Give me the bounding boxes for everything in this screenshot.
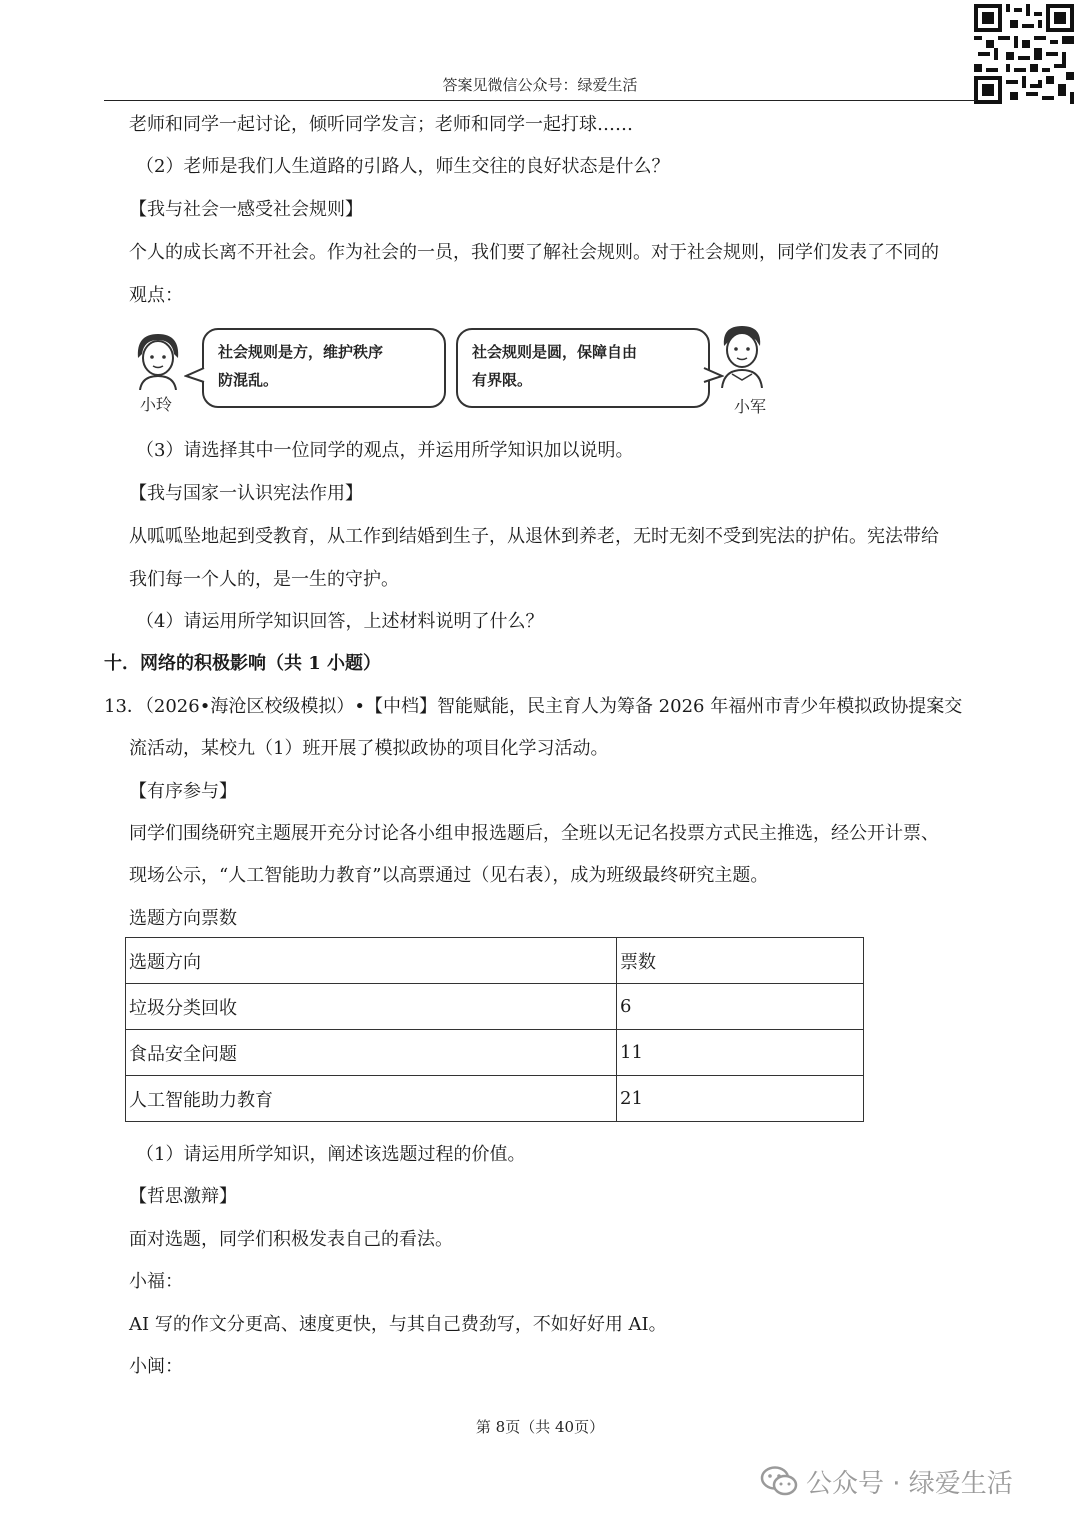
bubble-left-line2: 防混乱。 [218,371,279,389]
question-4: （4）请运用所学知识回答，上述材料说明了什么？ [136,611,544,632]
bubble-left-line1: 社会规则是方，维护秩序 [218,343,384,361]
speech-bubble-right [456,328,710,408]
table-cell: 人工智能助力教育 [126,1076,617,1122]
bubble-right-line2: 有界限。 [472,371,533,389]
header-divider [104,100,976,101]
subsection-heading: 【我与社会一感受社会规则】 [129,199,363,220]
question-3: （3）请选择其中一位同学的观点，并运用所学知识加以说明。 [136,440,634,461]
speaker-name-right: 小军 [734,397,767,416]
table-row [126,1030,864,1076]
table-header-row [126,938,864,984]
bubble-tail-left-icon [184,366,206,386]
text-line: 从呱呱坠地起到受教育，从工作到结婚到生子，从退休到养老，无时无刻不受到宪法的护佑。宪法带给 [129,526,939,547]
header-text: 答案见微信公众号：绿爱生活 [442,76,638,94]
table-header-cell: 选题方向 [126,938,617,984]
table-row [126,1076,864,1122]
table-cell: 6 [617,984,864,1030]
table-cell: 11 [617,1030,864,1076]
table-caption: 选题方向票数 [129,908,237,929]
question-13-1: （1）请运用所学知识，阐述该选题过程的价值。 [136,1144,526,1165]
bubble-right-line1: 社会规则是圆，保障自由 [472,343,638,361]
watermark [760,1463,1013,1504]
text-line: 面对选题，同学们积极发表自己的看法。 [129,1229,453,1250]
subsection-heading: 【哲思激辩】 [129,1186,237,1207]
votes-table [125,937,864,1122]
table-cell: 食品安全问题 [126,1030,617,1076]
question-2: （2）老师是我们人生道路的引路人，师生交往的良好状态是什么？ [136,156,670,177]
question-13-line2: 流活动，某校九（1）班开展了模拟政协的项目化学习活动。 [129,738,609,759]
wechat-icon [760,1465,798,1504]
text-line: 我们每一个人的，是一生的守护。 [129,569,399,590]
table-cell: 21 [617,1076,864,1122]
speaker-label: 小福： [129,1271,183,1292]
section-title: 十．网络的积极影响（共 1 小题） [104,653,382,674]
table-header-cell: 票数 [617,938,864,984]
text-line: 现场公示，“人工智能助力教育”以高票通过（见右表），成为班级最终研究主题。 [129,865,769,886]
boy-figure-icon [710,322,774,388]
table-cell: 垃圾分类回收 [126,984,617,1030]
speech-bubble-left [202,328,446,408]
table-row [126,984,864,1030]
speaker-label: 小闽： [129,1356,183,1377]
text-line: 观点： [129,285,183,306]
text-line: 老师和同学一起讨论，倾听同学发言；老师和同学一起打球…… [129,114,633,135]
watermark-text: 公众号 · 绿爱生活 [806,1469,1013,1499]
dialogue-illustration [126,322,786,422]
page-number: 第 8页（共 40页） [475,1418,605,1436]
text-line: 同学们围绕研究主题展开充分讨论各小组申报选题后，全班以无记名投票方式民主推选，经公开计票、 [129,823,939,844]
speaker-name-left: 小玲 [140,395,173,414]
girl-figure-icon [128,328,188,390]
text-line: 个人的成长离不开社会。作为社会的一员，我们要了解社会规则。对于社会规则，同学们发表了不同的 [129,242,939,263]
subsection-heading: 【有序参与】 [129,781,237,802]
text-line: AI 写的作文分更高、速度更快，与其自己费劲写，不如好好用 AI。 [129,1314,667,1335]
question-13-line1: 13．（2026•海沧区校级模拟）•【中档】智能赋能，民主育人为筹备 2026 年福州市青少年模拟政协提案交 [104,696,963,717]
subsection-heading: 【我与国家一认识宪法作用】 [129,483,363,504]
